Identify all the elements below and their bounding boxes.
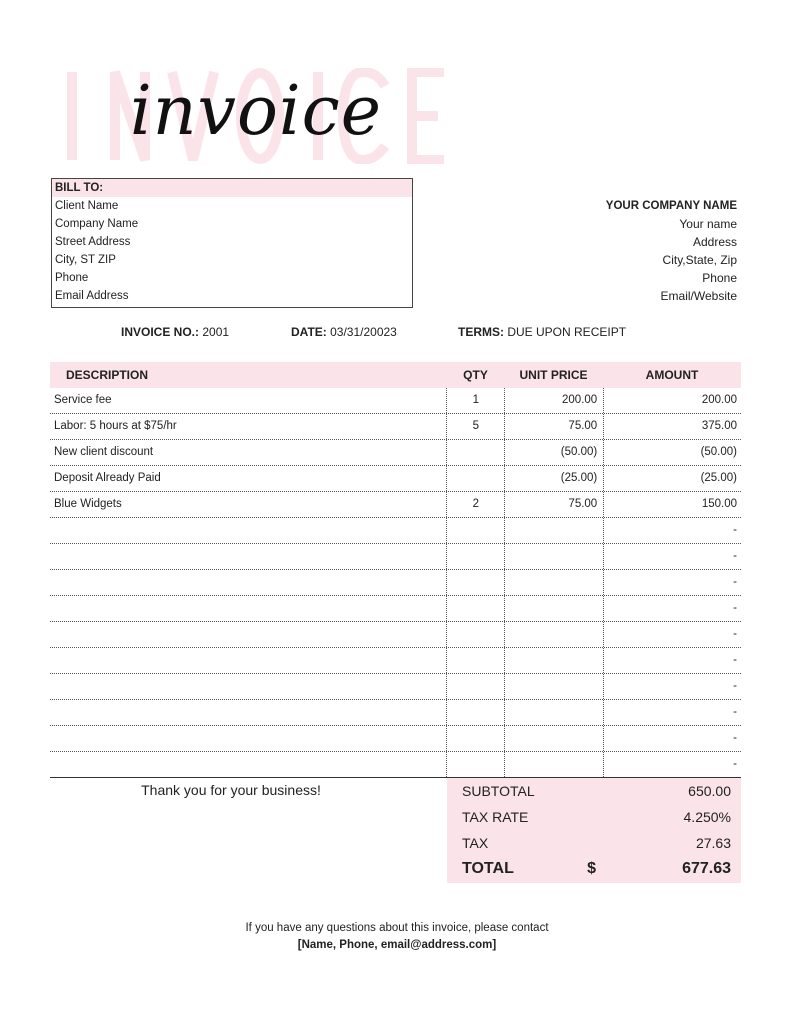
header-unit-price: UNIT PRICE <box>519 368 588 382</box>
cell-qty[interactable] <box>446 726 504 751</box>
header-qty: QTY <box>463 368 488 382</box>
table-row <box>50 414 741 440</box>
cell-qty[interactable] <box>446 466 504 491</box>
cell-qty[interactable] <box>446 622 504 647</box>
cell-qty[interactable] <box>446 596 504 621</box>
cell-amount[interactable]: - <box>603 570 741 595</box>
invoice-date <box>291 325 397 339</box>
cell-amount[interactable]: 200.00 <box>603 388 741 413</box>
tax-label: TAX <box>462 835 489 851</box>
cell-qty[interactable] <box>446 700 504 725</box>
cell-qty[interactable] <box>446 752 504 777</box>
cell-description[interactable]: Deposit Already Paid <box>54 472 161 484</box>
terms-value[interactable]: DUE UPON RECEIPT <box>507 325 627 339</box>
company-name[interactable]: YOUR COMPANY NAME <box>605 200 737 212</box>
date-label: DATE: <box>291 325 327 339</box>
cell-amount[interactable]: - <box>603 596 741 621</box>
cell-amount[interactable]: 150.00 <box>603 492 741 517</box>
total-label: TOTAL <box>462 860 514 877</box>
cell-description[interactable]: Service fee <box>54 394 112 406</box>
cell-description[interactable] <box>50 570 446 595</box>
company-info <box>606 197 737 305</box>
cell-qty[interactable] <box>446 518 504 543</box>
bill-to-heading: BILL TO: <box>52 179 412 197</box>
cell-description[interactable] <box>50 674 446 699</box>
cell-unit-price[interactable] <box>504 726 603 751</box>
date-value[interactable]: 03/31/20023 <box>330 325 397 339</box>
cell-unit-price[interactable] <box>504 596 603 621</box>
table-row <box>50 570 741 596</box>
cell-qty[interactable] <box>446 648 504 673</box>
cell-description[interactable] <box>50 622 446 647</box>
header-amount: AMOUNT <box>645 368 699 382</box>
cell-qty[interactable] <box>446 544 504 569</box>
table-row <box>50 518 741 544</box>
table-row <box>50 648 741 674</box>
cell-description[interactable] <box>50 544 446 569</box>
cell-description[interactable] <box>50 648 446 673</box>
subtotal-value: 650.00 <box>688 783 731 799</box>
line-items-table <box>50 362 741 778</box>
company-contact-name[interactable]: Your name <box>679 217 737 231</box>
bill-to-company[interactable]: Company Name <box>55 218 139 230</box>
cell-unit-price[interactable] <box>504 700 603 725</box>
cell-unit-price[interactable]: 75.00 <box>504 492 603 517</box>
table-header <box>50 362 741 388</box>
invoice-number-label: INVOICE NO.: <box>121 325 200 339</box>
table-body <box>50 388 741 778</box>
subtotal-label: SUBTOTAL <box>462 783 535 799</box>
total-value: 677.63 <box>682 860 731 877</box>
cell-amount[interactable]: (25.00) <box>603 466 741 491</box>
cell-unit-price[interactable]: 75.00 <box>504 414 603 439</box>
cell-qty[interactable] <box>446 440 504 465</box>
bill-to-box <box>51 178 413 308</box>
cell-amount[interactable]: 375.00 <box>603 414 741 439</box>
cell-unit-price[interactable] <box>504 674 603 699</box>
cell-amount[interactable]: - <box>603 700 741 725</box>
cell-qty[interactable]: 2 <box>446 492 504 517</box>
table-row <box>50 674 741 700</box>
cell-unit-price[interactable] <box>504 518 603 543</box>
tax-rate-value[interactable]: 4.250% <box>683 809 731 825</box>
header-description: DESCRIPTION <box>66 368 149 382</box>
bill-to-client[interactable]: Client Name <box>55 200 119 212</box>
cell-qty[interactable]: 5 <box>446 414 504 439</box>
cell-qty[interactable]: 1 <box>446 388 504 413</box>
table-row <box>50 544 741 570</box>
cell-description[interactable]: Labor: 5 hours at $75/hr <box>54 420 177 432</box>
cell-description[interactable] <box>50 596 446 621</box>
tax-rate-label: TAX RATE <box>462 809 529 825</box>
thank-you-note: Thank you for your business! <box>141 782 321 798</box>
cell-description[interactable] <box>50 518 446 543</box>
footer-question: If you have any questions about this invoice, please contact <box>245 922 549 934</box>
invoice-terms <box>458 325 626 339</box>
footer-contact: [Name, Phone, email@address.com] <box>297 939 497 951</box>
bill-to-city[interactable]: City, ST ZIP <box>55 254 116 266</box>
cell-unit-price[interactable]: (25.00) <box>504 466 603 491</box>
invoice-number-value[interactable]: 2001 <box>202 325 230 339</box>
company-address[interactable]: Address <box>692 235 737 249</box>
cell-unit-price[interactable] <box>504 752 603 777</box>
totals-box <box>447 778 741 883</box>
cell-unit-price[interactable]: (50.00) <box>504 440 603 465</box>
invoice-title: invoice <box>130 72 382 151</box>
cell-amount[interactable]: - <box>603 752 741 777</box>
cell-amount[interactable]: - <box>603 544 741 569</box>
cell-description[interactable] <box>50 700 446 725</box>
company-phone[interactable]: Phone <box>702 271 737 285</box>
cell-unit-price[interactable] <box>504 648 603 673</box>
currency-symbol: $ <box>587 860 596 877</box>
table-row <box>50 752 741 778</box>
company-city[interactable]: City,State, Zip <box>662 253 737 267</box>
tax-value: 27.63 <box>695 835 731 851</box>
cell-unit-price[interactable]: 200.00 <box>504 388 603 413</box>
table-row <box>50 622 741 648</box>
cell-description[interactable]: New client discount <box>54 446 154 458</box>
bill-to-phone[interactable]: Phone <box>55 272 89 284</box>
table-row <box>50 440 741 466</box>
tax-rate-row <box>447 804 741 830</box>
table-row <box>50 596 741 622</box>
cell-amount[interactable]: - <box>603 648 741 673</box>
cell-description[interactable] <box>50 726 446 751</box>
bill-to-email[interactable]: Email Address <box>55 290 129 302</box>
cell-description[interactable]: Blue Widgets <box>54 498 122 510</box>
table-row <box>50 700 741 726</box>
cell-unit-price[interactable] <box>504 570 603 595</box>
cell-amount[interactable]: (50.00) <box>603 440 741 465</box>
invoice-number <box>121 325 229 339</box>
company-email[interactable]: Email/Website <box>660 289 737 303</box>
terms-label: TERMS: <box>458 325 504 339</box>
cell-description[interactable] <box>50 752 446 777</box>
cell-unit-price[interactable] <box>504 622 603 647</box>
footer <box>0 920 794 954</box>
table-row <box>50 388 741 414</box>
cell-qty[interactable] <box>446 570 504 595</box>
cell-amount[interactable]: - <box>603 518 741 543</box>
subtotal-row <box>447 778 741 804</box>
cell-amount[interactable]: - <box>603 726 741 751</box>
cell-unit-price[interactable] <box>504 544 603 569</box>
tax-row <box>447 830 741 856</box>
table-row <box>50 726 741 752</box>
cell-qty[interactable] <box>446 674 504 699</box>
total-row <box>447 856 741 882</box>
table-row <box>50 466 741 492</box>
bill-to-street[interactable]: Street Address <box>55 236 131 248</box>
cell-amount[interactable]: - <box>603 674 741 699</box>
table-row <box>50 492 741 518</box>
cell-amount[interactable]: - <box>603 622 741 647</box>
watermark-letter-e <box>412 72 444 160</box>
